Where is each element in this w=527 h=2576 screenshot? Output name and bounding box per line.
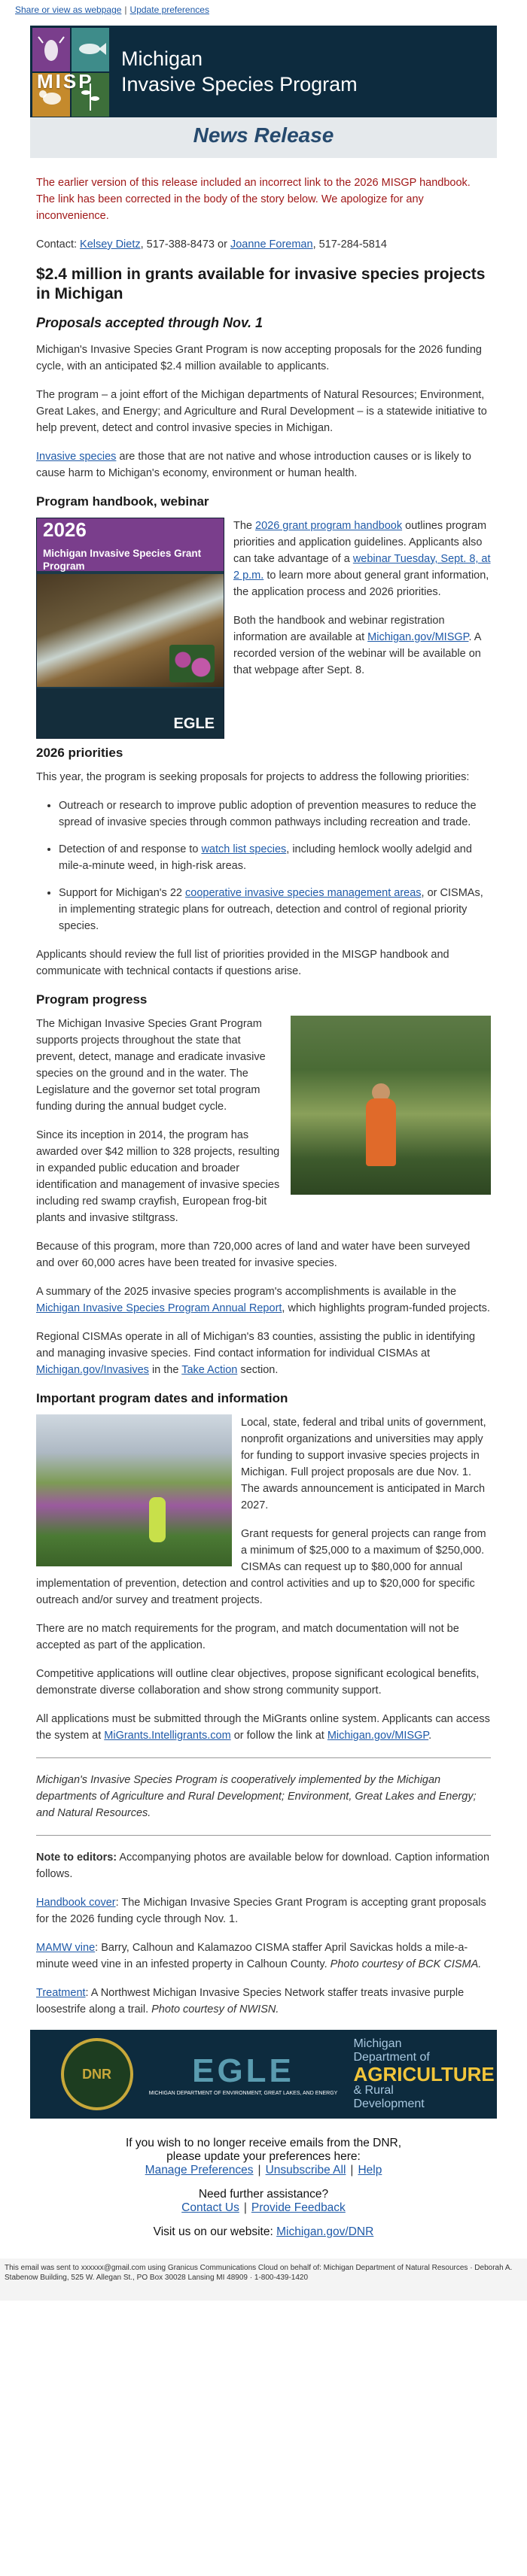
caption-2-text: : Barry, Calhoun and Kalamazoo CISMA staffer April Savickas holds a mile-a-minute weed vine in an infested property in Calhoun County.: [36, 1942, 468, 1970]
dates-paragraph-1: Local, state, federal and tribal units of government, nonprofit organizations and universities may apply for funding to support invasive species projects in Michigan. Full project proposals are due Nov. 1. The awards announcement is anticipated in March 2027.: [241, 1417, 486, 1511]
priority-item-1: • Outreach or research to improve public adoption of prevention measures to reduce the spread of invasive species through common pathways including recreation and trade.: [59, 797, 491, 831]
program-title-line1: Michigan: [121, 47, 203, 70]
mdard-logo-sub: & Rural Development: [353, 2084, 425, 2110]
dates-5-text-b: or follow the link at: [230, 1730, 327, 1742]
assist-links: [0, 2201, 527, 2215]
editors-note: [36, 1849, 491, 1882]
dnr-website-link[interactable]: Michigan.gov/DNR: [276, 2225, 374, 2238]
handbook-text-a: The: [233, 520, 256, 532]
cover-year: 2026: [43, 518, 87, 541]
caption-vine: [36, 1940, 491, 1973]
prefs-block-3: [0, 2225, 527, 2239]
prefs-line-2: please update your preferences here:: [166, 2150, 361, 2163]
editors-label: Note to editors:: [36, 1852, 117, 1864]
mdard-logo-main: AGRICULTURE: [353, 2063, 495, 2085]
webinar-link[interactable]: webinar Tuesday, Sept. 8, at 2 p.m.: [233, 553, 491, 582]
visit-text: Visit us on our website:: [153, 2225, 277, 2238]
subheadline: Proposals accepted through Nov. 1: [36, 315, 264, 330]
progress-heading: Program progress: [36, 992, 148, 1007]
annual-report-link[interactable]: Michigan Invasive Species Program Annual Report: [36, 1302, 282, 1314]
handbook-text-e: . A recorded version of the webinar will be available on that webpage after Sept. 8.: [233, 631, 481, 676]
invasive-species-link[interactable]: Invasive species: [36, 451, 117, 463]
misp-logo: [32, 28, 108, 117]
mamw-vine-link[interactable]: MAMW vine: [36, 1942, 96, 1954]
progress-5-text-a: Regional CISMAs operate in all of Michigan's 83 counties, assisting the public in identifying and managing invasive species. Find contact information for individual CISMAs at: [36, 1331, 476, 1359]
logo-tile-purple: [32, 28, 70, 71]
priority-item-3: [59, 885, 491, 934]
cisma-link[interactable]: cooperative invasive species management areas: [185, 887, 422, 899]
legal-footer: This email was sent to xxxxxx@gmail.com using Granicus Communications Cloud on behalf of: Michigan Department of Natural Resources · Deborah A. Stabenow Building, 525 W. Allegan St., PO Box 30028 Lansing MI 48909 · 1-800-439-1420: [0, 2259, 527, 2301]
dates-5-text-a: All applications must be submitted through the MiGrants online system. Applicants can access the system at: [36, 1713, 490, 1742]
vine-photo[interactable]: [291, 1016, 491, 1195]
header-banner: [30, 26, 497, 117]
mdard-logo[interactable]: [353, 2037, 495, 2111]
dates-paragraph-3: There are no match requirements for the program, and match documentation will not be accepted as part of the application.: [36, 1623, 459, 1651]
handbook-cover-image[interactable]: [36, 518, 224, 739]
progress-paragraph-5: [36, 1329, 491, 1378]
cover-egle-logo: EGLE: [173, 715, 215, 732]
priorities-heading: 2026 priorities: [36, 746, 123, 760]
caption-treatment: [36, 1985, 491, 2018]
priorities-intro: This year, the program is seeking proposals for projects to address the following priorities:: [36, 771, 470, 783]
share-webpage-link[interactable]: Share or view as webpage: [15, 5, 122, 15]
intro-paragraph-1: Michigan's Invasive Species Grant Program is now accepting proposals for the 2026 funding cycle, with an anticipated $2.4 million available to applicants.: [36, 344, 482, 372]
manage-preferences-link[interactable]: Manage Preferences: [145, 2164, 254, 2177]
help-link[interactable]: Help: [358, 2164, 382, 2177]
handbook-link[interactable]: 2026 grant program handbook: [255, 520, 403, 532]
progress-paragraph-1: The Michigan Invasive Species Grant Program supports projects throughout the state that prevent, detect, manage and eradicate invasive species on the ground and in the water. The Legislature and the governor set total program funding during the annual budget cycle.: [36, 1018, 266, 1113]
dnr-logo-text: DNR: [82, 2066, 112, 2082]
cooperative-note: Michigan's Invasive Species Program is cooperatively implemented by the Michigan departments of Agriculture and Rural Development; Environment, Great Lakes and Energy; and Natural Resources.: [36, 1774, 477, 1819]
contact-label: Contact:: [36, 238, 81, 251]
invasives-link[interactable]: Michigan.gov/Invasives: [36, 1364, 149, 1376]
dates-5-text-c: .: [428, 1730, 432, 1742]
contact-phone-1: , 517-388-8473 or: [140, 238, 230, 251]
dates-paragraph-5: [36, 1711, 491, 1744]
dates-paragraph-2: Grant requests for general projects can range from a minimum of $25,000 to a maximum of $250,000. CISMAs can request up to $80,000 for annual implementation of prevention, detection and control activities and up to $20,000 for specific outreach and/or survey and treatment projects.: [36, 1528, 486, 1606]
contact-link-foreman[interactable]: Joanne Foreman: [230, 238, 313, 251]
agency-logos-bar: [30, 2030, 497, 2119]
priority-2-text-a: Detection of and response to: [59, 843, 202, 855]
caption-3-credit: Photo courtesy of NWISN.: [151, 2003, 279, 2016]
progress-4-text-a: A summary of the 2025 invasive species program's accomplishments is available in the: [36, 1286, 457, 1298]
progress-paragraph-3: Because of this program, more than 720,000 acres of land and water have been surveyed and over 60,000 acres have been treated for invasive species.: [36, 1241, 471, 1269]
priorities-list: [36, 797, 491, 934]
dnr-logo[interactable]: [61, 2038, 133, 2110]
contact-us-link[interactable]: Contact Us: [181, 2201, 239, 2214]
headline: $2.4 million in grants available for invasive species projects in Michigan: [36, 266, 486, 302]
dates-heading: Important program dates and information: [36, 1391, 288, 1405]
progress-paragraph-4: [36, 1283, 491, 1317]
progress-4-text-b: , which highlights program-funded projects.: [282, 1302, 490, 1314]
egle-logo-text: EGLE: [192, 2052, 294, 2089]
photo-person: [366, 1098, 396, 1166]
preferences-footer: [0, 2119, 527, 2239]
caption-handbook: [36, 1894, 491, 1927]
divider-2: [36, 1835, 491, 1836]
fish-icon: [72, 28, 109, 71]
progress-5-text-c: section.: [237, 1364, 279, 1376]
mdard-logo-top: Michigan Department of: [353, 2037, 430, 2064]
article-content: [30, 158, 497, 2018]
topbar-separator: |: [124, 5, 127, 15]
caption-2-credit: Photo courtesy of BCK CISMA.: [330, 1958, 482, 1970]
program-title-line2: Invasive Species Program: [121, 73, 358, 96]
provide-feedback-link[interactable]: Provide Feedback: [251, 2201, 346, 2214]
priority-2-text-b: , including hemlock woolly adelgid and mile-a-minute weed, in high-risk areas.: [59, 843, 472, 872]
correction-notice: The earlier version of this release included an incorrect link to the 2026 MISGP handbook. The link has been corrected in the body of the story below. We apologize for any inconvenience.: [36, 177, 471, 222]
progress-5-text-b: in the: [148, 1364, 182, 1376]
take-action-link[interactable]: Take Action: [181, 1364, 238, 1376]
dates-paragraph-4: Competitive applications will outline clear objectives, propose significant ecological benefits, demonstrate diverse collaboration and show strong community support.: [36, 1668, 480, 1697]
priority-3-text-b: , or CISMAs, in implementing strategic plans for outreach, detection and control of regional priority species.: [59, 887, 483, 932]
handbook-heading: Program handbook, webinar: [36, 494, 209, 509]
intro-paragraph-3: [36, 448, 491, 481]
misgp-link[interactable]: Michigan.gov/MISGP: [367, 631, 469, 643]
handbook-text-b: outlines program priorities and application guidelines. Applicants also can take advantage of a: [233, 520, 487, 565]
email-body: [30, 26, 497, 2119]
priority-3-text-a: Support for Michigan's 22: [59, 887, 185, 899]
priority-item-2: [59, 841, 491, 874]
intro-paragraph-2: The program – a joint effort of the Michigan departments of Natural Resources; Environment, Great Lakes, and Energy; and Agriculture and Rural Development – is a statewide initiative to help prevent, detect and control invasive species in Michigan.: [36, 389, 487, 434]
contact-line: [36, 236, 491, 253]
caption-3-text: : A Northwest Michigan Invasive Species Network staffer treats invasive purple loosestrife along a trail.: [36, 1987, 465, 2016]
intro-paragraph-3-text: are those that are not native and whose introduction causes or is likely to cause harm to Michigan's economy, environment or human health.: [36, 451, 471, 479]
contact-phone-2: , 517-284-5814: [312, 238, 387, 251]
prefs-block-1: [0, 2137, 527, 2177]
logo-letters: MISP: [37, 70, 94, 93]
prefs-sep-1: |: [257, 2164, 261, 2177]
assist-text: Need further assistance?: [198, 2188, 329, 2201]
logo-tile-teal: [72, 28, 109, 71]
bug-icon: [32, 28, 70, 71]
prefs-links: [0, 2164, 527, 2177]
watch-list-link[interactable]: watch list species: [201, 843, 287, 855]
contact-link-dietz[interactable]: Kelsey Dietz: [80, 238, 141, 251]
egle-logo[interactable]: [149, 2052, 338, 2097]
program-title: [121, 46, 358, 97]
handbook-cover-link[interactable]: Handbook cover: [36, 1897, 116, 1909]
migrants-link[interactable]: MiGrants.Intelligrants.com: [104, 1730, 231, 1742]
misgp-link-2[interactable]: Michigan.gov/MISGP: [327, 1730, 429, 1742]
treatment-photo[interactable]: [36, 1414, 232, 1566]
handbook-text-c: to learn more about general grant information, the application process and 2026 priorities.: [233, 570, 489, 598]
handbook-text-d: Both the handbook and webinar registration information are available at: [233, 615, 445, 643]
top-link-bar: [0, 0, 527, 26]
progress-paragraph-2: Since its inception in 2014, the program has awarded over $42 million to 328 projects, resulting in expanded public education and broader identification and management of invasive species including red swamp crayfish, European frog-bit plants and invasive stiltgrass.: [36, 1129, 280, 1224]
unsubscribe-all-link[interactable]: Unsubscribe All: [265, 2164, 346, 2177]
egle-logo-subtext: MICHIGAN DEPARTMENT OF ENVIRONMENT, GREAT LAKES, AND ENERGY: [148, 2090, 338, 2096]
update-preferences-link[interactable]: Update preferences: [129, 5, 209, 15]
photo-worker: [149, 1497, 166, 1542]
cover-flowers-photo: [169, 645, 215, 682]
divider: [36, 1757, 491, 1758]
prefs-block-2: [0, 2188, 527, 2215]
prefs-sep-3: |: [243, 2201, 247, 2214]
prefs-line-1: If you wish to no longer receive emails from the DNR,: [125, 2137, 402, 2149]
editors-text: Accompanying photos are available below for download. Caption information follows.: [36, 1852, 490, 1880]
news-release-banner: News Release: [30, 117, 497, 158]
treatment-link[interactable]: Treatment: [36, 1987, 86, 1999]
caption-1-text: : The Michigan Invasive Species Grant Program is accepting grant proposals for the 2026 funding cycle through Nov. 1.: [36, 1897, 486, 1925]
cover-title: Michigan Invasive Species Grant Program: [43, 548, 202, 572]
prefs-sep-2: |: [350, 2164, 354, 2177]
priorities-closing: Applicants should review the full list of priorities provided in the MISGP handbook and communicate with technical contacts if questions arise.: [36, 949, 449, 977]
